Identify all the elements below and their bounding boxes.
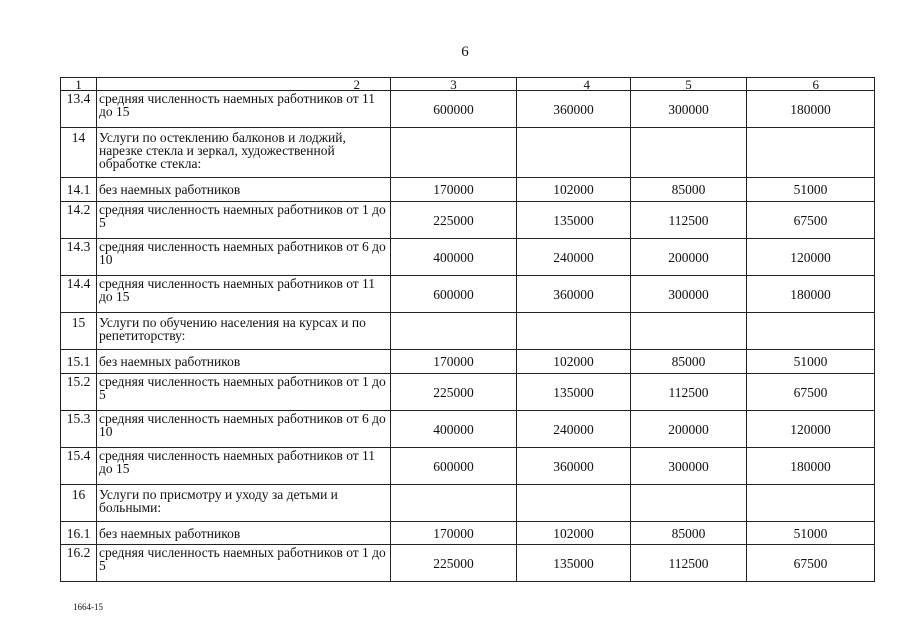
column-header: 1	[61, 78, 97, 91]
row-description: средняя численность наемных работников от 11 до 15	[97, 91, 391, 128]
table-row	[61, 448, 875, 485]
document-code: 1664-15	[73, 602, 103, 612]
rate-col-6: 180000	[747, 91, 875, 128]
row-number: 16.1	[61, 522, 97, 545]
table-header-row	[61, 78, 875, 91]
row-number: 15.1	[61, 350, 97, 374]
rate-col-3: 400000	[391, 239, 517, 276]
rate-col-5: 85000	[631, 522, 747, 545]
rate-col-3: 225000	[391, 202, 517, 239]
rate-col-5: 200000	[631, 239, 747, 276]
rate-col-5	[631, 485, 747, 522]
rate-col-4: 102000	[517, 350, 631, 374]
rate-col-3	[391, 128, 517, 178]
rate-col-3: 225000	[391, 545, 517, 582]
table-row	[61, 276, 875, 313]
rate-col-4	[517, 313, 631, 350]
rate-col-3: 170000	[391, 522, 517, 545]
rate-col-4: 360000	[517, 276, 631, 313]
row-description: Услуги по остеклению балконов и лоджий, нарезке стекла и зеркал, художественной обработке стекла:	[97, 128, 391, 178]
rate-col-4: 135000	[517, 202, 631, 239]
rate-col-6	[747, 128, 875, 178]
table-row	[61, 239, 875, 276]
rate-col-4: 102000	[517, 522, 631, 545]
rate-col-5: 85000	[631, 178, 747, 202]
rate-col-6: 67500	[747, 374, 875, 411]
table-row	[61, 522, 875, 545]
row-number: 15.2	[61, 374, 97, 411]
table-row	[61, 202, 875, 239]
table-row	[61, 545, 875, 582]
rate-col-5	[631, 313, 747, 350]
row-description: средняя численность наемных работников от 6 до 10	[97, 239, 391, 276]
column-header: 5	[631, 78, 747, 91]
row-description: средняя численность наемных работников от 11 до 15	[97, 276, 391, 313]
row-number: 14.3	[61, 239, 97, 276]
column-header: 4	[517, 78, 631, 91]
table-row	[61, 411, 875, 448]
rate-col-6: 67500	[747, 202, 875, 239]
table-row	[61, 313, 875, 350]
table-row	[61, 128, 875, 178]
rate-col-4: 240000	[517, 411, 631, 448]
rate-col-3	[391, 313, 517, 350]
row-number: 14.1	[61, 178, 97, 202]
rate-col-5: 112500	[631, 202, 747, 239]
rate-col-4	[517, 485, 631, 522]
rate-col-4: 240000	[517, 239, 631, 276]
rate-col-6: 180000	[747, 448, 875, 485]
rate-col-4: 102000	[517, 178, 631, 202]
table-row	[61, 350, 875, 374]
column-header: 3	[391, 78, 517, 91]
row-description: без наемных работников	[97, 178, 391, 202]
rate-col-6: 67500	[747, 545, 875, 582]
rate-col-5: 300000	[631, 276, 747, 313]
rate-col-3: 170000	[391, 178, 517, 202]
rate-col-4	[517, 128, 631, 178]
row-number: 15.4	[61, 448, 97, 485]
row-description: без наемных работников	[97, 522, 391, 545]
row-description: средняя численность наемных работников от 6 до 10	[97, 411, 391, 448]
rate-col-4: 135000	[517, 374, 631, 411]
rate-col-5: 300000	[631, 91, 747, 128]
row-description: Услуги по присмотру и уходу за детьми и больными:	[97, 485, 391, 522]
rate-col-6	[747, 313, 875, 350]
rate-col-4: 360000	[517, 448, 631, 485]
rate-col-6: 120000	[747, 411, 875, 448]
row-number: 14.4	[61, 276, 97, 313]
rate-col-5: 200000	[631, 411, 747, 448]
row-description: средняя численность наемных работников от 1 до 5	[97, 202, 391, 239]
rate-col-6: 51000	[747, 522, 875, 545]
row-number: 16	[61, 485, 97, 522]
rate-col-3: 225000	[391, 374, 517, 411]
rate-col-3: 600000	[391, 276, 517, 313]
row-number: 14	[61, 128, 97, 178]
rate-col-5	[631, 128, 747, 178]
rate-col-3: 170000	[391, 350, 517, 374]
row-description: средняя численность наемных работников от 1 до 5	[97, 374, 391, 411]
row-number: 14.2	[61, 202, 97, 239]
rate-col-5: 112500	[631, 545, 747, 582]
table-row	[61, 91, 875, 128]
table-row	[61, 178, 875, 202]
rate-col-3	[391, 485, 517, 522]
row-number: 15	[61, 313, 97, 350]
rate-col-6	[747, 485, 875, 522]
rate-col-4: 360000	[517, 91, 631, 128]
rate-col-6: 51000	[747, 178, 875, 202]
row-number: 16.2	[61, 545, 97, 582]
table-row	[61, 485, 875, 522]
rate-col-3: 600000	[391, 91, 517, 128]
row-number: 13.4	[61, 91, 97, 128]
rate-col-6: 180000	[747, 276, 875, 313]
rates-table	[60, 77, 875, 582]
row-description: средняя численность наемных работников от 1 до 5	[97, 545, 391, 582]
column-header: 2	[97, 78, 391, 91]
row-description: средняя численность наемных работников от 11 до 15	[97, 448, 391, 485]
rate-col-4: 135000	[517, 545, 631, 582]
row-number: 15.3	[61, 411, 97, 448]
rate-col-5: 300000	[631, 448, 747, 485]
table-row	[61, 374, 875, 411]
row-description: Услуги по обучению населения на курсах и по репетиторству:	[97, 313, 391, 350]
rate-col-5: 112500	[631, 374, 747, 411]
rate-col-6: 120000	[747, 239, 875, 276]
rate-col-5: 85000	[631, 350, 747, 374]
column-header: 6	[747, 78, 875, 91]
rate-col-3: 600000	[391, 448, 517, 485]
rate-col-6: 51000	[747, 350, 875, 374]
page-number: 6	[461, 44, 469, 60]
row-description: без наемных работников	[97, 350, 391, 374]
rate-col-3: 400000	[391, 411, 517, 448]
